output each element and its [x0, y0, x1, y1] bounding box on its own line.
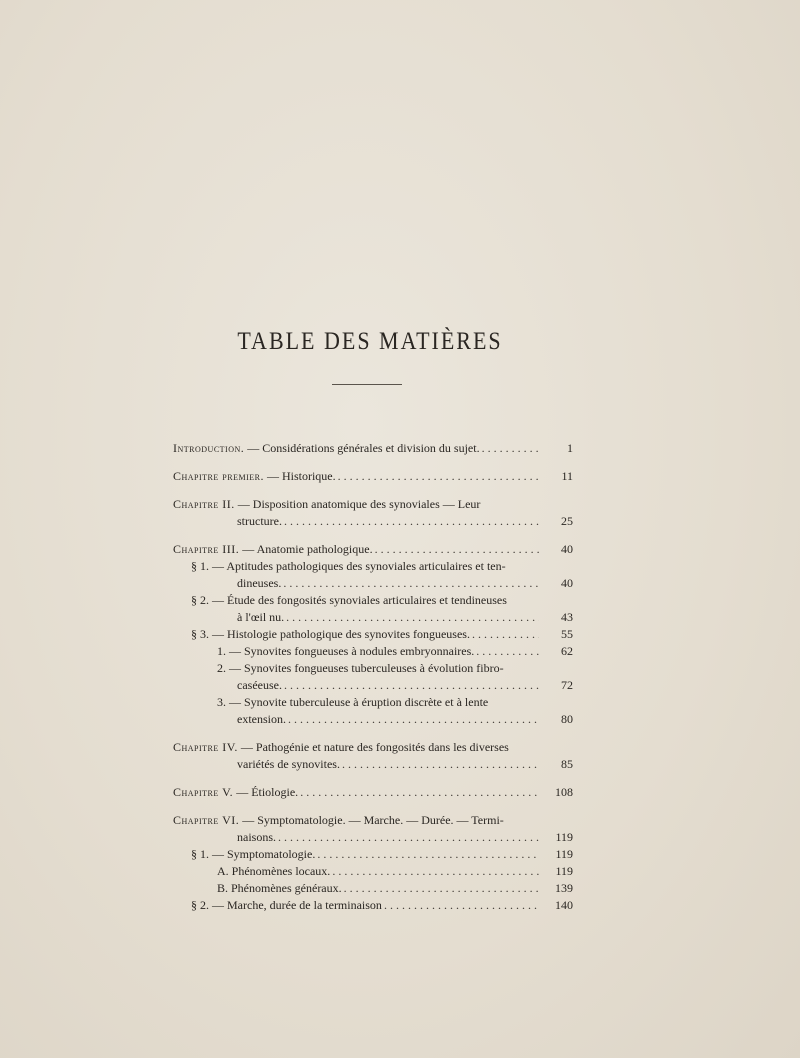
entry-continuation: variétés de synovites.	[237, 757, 340, 771]
toc-entry-section-6-1[interactable]	[173, 846, 573, 863]
entry-continuation: extension.	[237, 712, 286, 726]
entry-text: — Pathogénie et nature des fongosités dans les diverses	[237, 740, 509, 754]
entry-label: Chapitre V.	[173, 785, 234, 799]
entry-text: 3. — Synovite tuberculeuse à éruption discrète et à lente	[217, 695, 489, 709]
page-number: 40	[561, 542, 573, 556]
page-number: 119	[555, 830, 573, 844]
page-number: 139	[555, 881, 573, 895]
leader-dots	[384, 897, 539, 914]
page-number: 119	[555, 864, 573, 878]
leader-dots	[375, 541, 539, 558]
entry-text: — Historique.	[263, 469, 336, 483]
table-of-contents	[173, 440, 573, 914]
leader-dots	[342, 756, 539, 773]
entry-continuation: dineuses.	[237, 576, 282, 590]
entry-text: — Anatomie pathologique.	[239, 542, 373, 556]
toc-entry-subsection-b[interactable]	[173, 880, 573, 897]
leader-dots	[338, 468, 539, 485]
leader-dots	[284, 513, 539, 530]
leader-dots	[300, 784, 539, 801]
leader-dots	[472, 626, 539, 643]
entry-text: § 3. — Histologie pathologique des synovites fongueuses.	[191, 627, 470, 641]
toc-entry-section-3-1[interactable]	[173, 558, 573, 592]
page-number: 140	[555, 898, 573, 912]
toc-entry-section-3-3[interactable]	[173, 626, 573, 643]
entry-text: § 1. — Symptomatologie.	[191, 847, 316, 861]
entry-label: Chapitre premier.	[173, 469, 264, 483]
page-number: 119	[555, 847, 573, 861]
toc-entry-section-6-2[interactable]	[173, 897, 573, 914]
page-number: 62	[561, 644, 573, 658]
page-title: TABLE DES MATIÈRES	[237, 326, 503, 355]
entry-text: A. Phénomènes locaux.	[217, 864, 331, 878]
leader-dots	[482, 440, 539, 457]
leader-dots	[283, 575, 539, 592]
page-number: 55	[561, 627, 573, 641]
toc-entry-subsection-1[interactable]	[173, 643, 573, 660]
page-number: 1	[567, 441, 573, 455]
toc-entry-subsection-3[interactable]	[173, 694, 573, 728]
toc-entry-chapitre-1[interactable]	[173, 468, 573, 485]
toc-entry-section-3-2[interactable]	[173, 592, 573, 626]
leader-dots	[278, 829, 539, 846]
leader-dots	[332, 863, 539, 880]
leader-dots	[286, 609, 539, 626]
page-number: 108	[555, 785, 573, 799]
page-number: 72	[561, 678, 573, 692]
page-number: 85	[561, 757, 573, 771]
leader-dots	[344, 880, 539, 897]
entry-text: B. Phénomènes généraux.	[217, 881, 342, 895]
entry-text: § 1. — Aptitudes pathologiques des synoviales articulaires et ten-	[191, 559, 506, 573]
entry-continuation: à l'œil nu.	[237, 610, 285, 624]
entry-text: 2. — Synovites fongueuses tuberculeuses à évolution fibro-	[217, 661, 504, 675]
toc-entry-chapitre-6[interactable]	[173, 812, 573, 846]
entry-text: — Étiologie.	[233, 785, 299, 799]
page-number: 25	[561, 514, 573, 528]
entry-label: Chapitre IV.	[173, 740, 238, 754]
entry-text: 1. — Synovites fongueuses à nodules embryonnaires.	[217, 644, 475, 658]
entry-continuation: naisons.	[237, 830, 276, 844]
page-number: 80	[561, 712, 573, 726]
toc-entry-introduction[interactable]	[173, 440, 573, 457]
toc-entry-chapitre-2[interactable]	[173, 496, 573, 530]
entry-text: § 2. — Marche, durée de la terminaison	[191, 898, 382, 912]
entry-continuation: structure.	[237, 514, 282, 528]
leader-dots	[284, 677, 539, 694]
leader-dots	[317, 846, 539, 863]
entry-label: Chapitre VI.	[173, 813, 240, 827]
entry-label: Chapitre II.	[173, 497, 235, 511]
page-number: 43	[561, 610, 573, 624]
entry-text: § 2. — Étude des fongosités synoviales articulaires et tendineuses	[191, 593, 507, 607]
entry-text: — Symptomatologie. — Marche. — Durée. — Termi-	[239, 813, 504, 827]
entry-label: Introduction.	[173, 441, 245, 455]
leader-dots	[288, 711, 539, 728]
entry-text: — Disposition anatomique des synoviales — Leur	[234, 497, 481, 511]
entry-label: Chapitre III.	[173, 542, 240, 556]
toc-entry-chapitre-5[interactable]	[173, 784, 573, 801]
title-rule	[332, 384, 402, 385]
page-number: 40	[561, 576, 573, 590]
page-number: 11	[561, 469, 573, 483]
entry-continuation: caséeuse.	[237, 678, 282, 692]
toc-entry-subsection-a[interactable]	[173, 863, 573, 880]
entry-text: — Considérations générales et division du sujet.	[244, 441, 480, 455]
toc-entry-subsection-2[interactable]	[173, 660, 573, 694]
leader-dots	[476, 643, 539, 660]
toc-entry-chapitre-3[interactable]	[173, 541, 573, 558]
toc-entry-chapitre-4[interactable]	[173, 739, 573, 773]
